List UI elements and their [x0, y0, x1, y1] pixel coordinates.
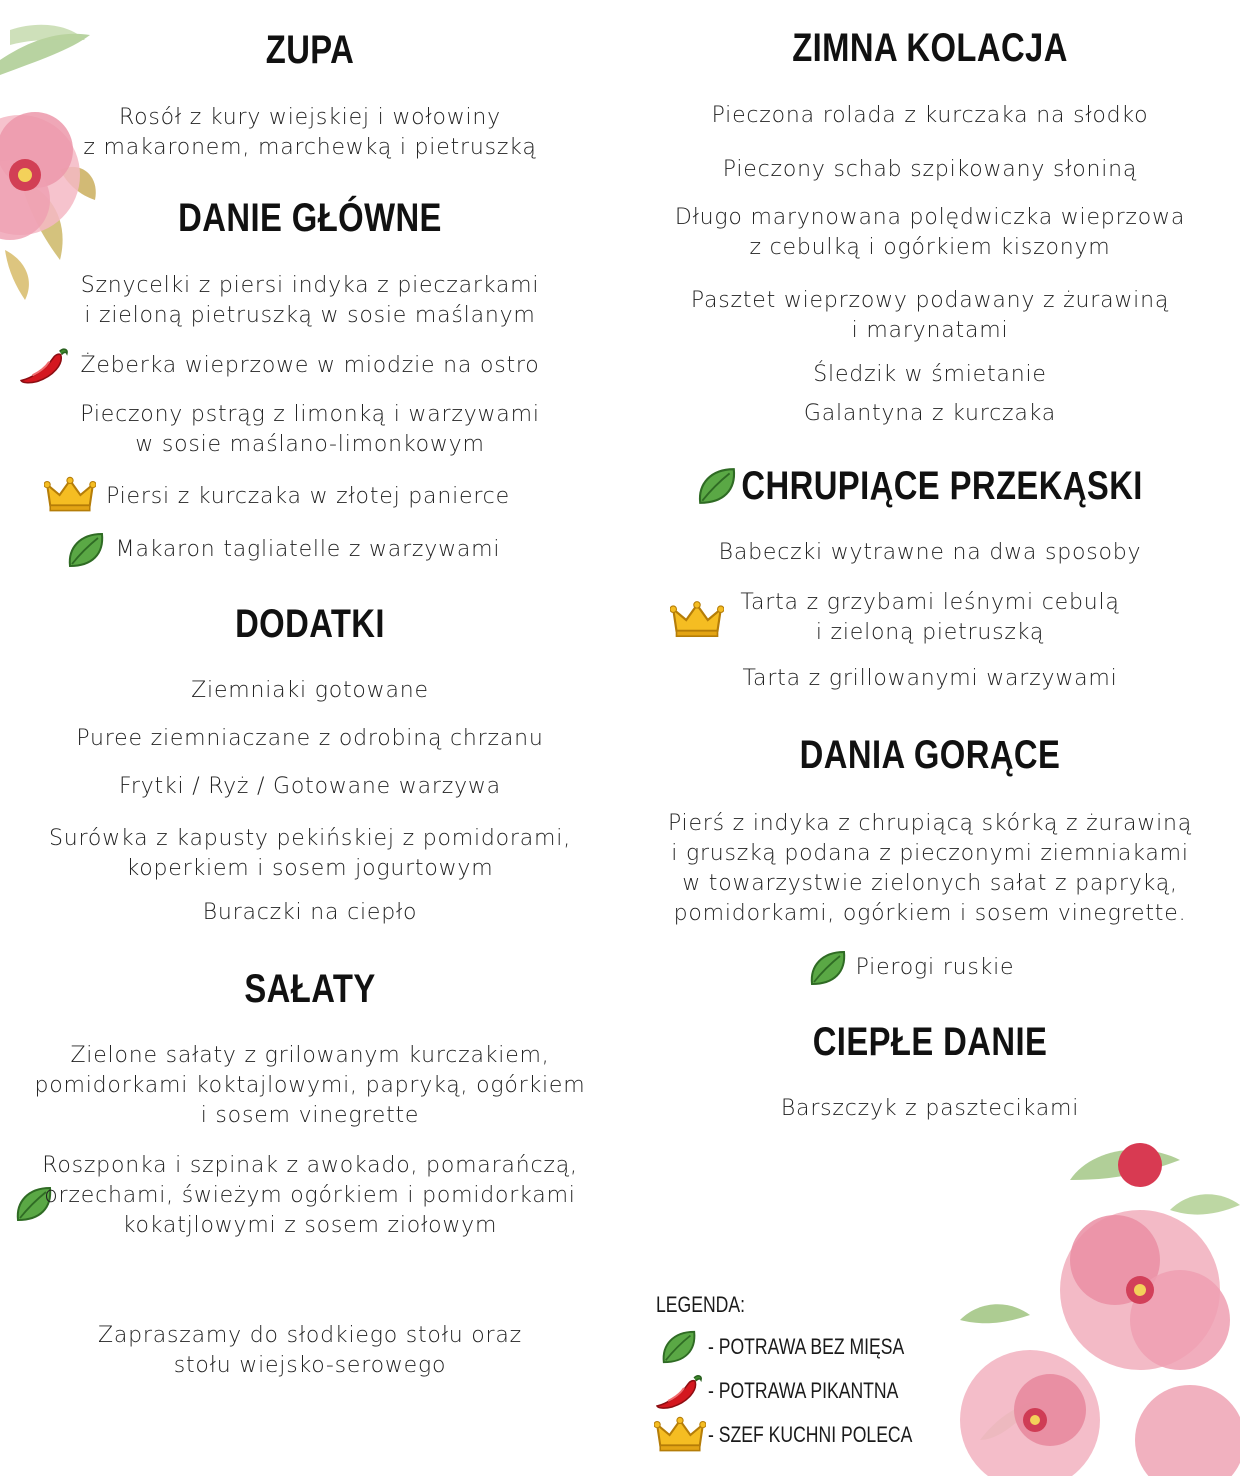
- cieple-danie-heading: CIEPŁE DANIE: [812, 1020, 1048, 1064]
- chili-icon: [654, 1372, 704, 1412]
- danie-glowne-item-5: Makaron tagliatelle z warzywami: [115, 537, 501, 562]
- chili-icon: [18, 345, 70, 387]
- dania-gorace-item-1: Pierś z indyka z chrupiącą skórką z żurawiną i gruszką podana z pieczonymi ziemniakami w towarzystwie zielonych sałat z papryką, pomidorkami, ogórkiem i sosem vinegrette.: [667, 811, 1193, 926]
- dodatki-heading: DODATKI: [235, 602, 385, 646]
- dodatki-item-4: Surówka z kapusty pekińskiej z pomidorami, koperkiem i sosem jogurtowym: [49, 826, 571, 881]
- zimna-kolacja-item-2: Pieczony schab szpikowany słoniną: [722, 157, 1138, 182]
- zimna-kolacja-heading: ZIMNA KOLACJA: [792, 26, 1068, 70]
- danie-glowne-item-3: Pieczony pstrąg z limonką i warzywami w sosie maślano-limonkowym: [80, 402, 540, 457]
- leaf-icon: [660, 1328, 698, 1366]
- legend-title: LEGENDA:: [656, 1292, 746, 1317]
- danie-glowne-item-1: Sznycelki z piersi indyka z pieczarkami i zieloną pietruszką w sosie maślanym: [80, 273, 540, 328]
- crown-icon: [44, 476, 96, 514]
- leaf-icon: [696, 465, 738, 507]
- chrupiace-item-1: Babeczki wytrawne na dwa sposoby: [718, 540, 1142, 565]
- leaf-icon: [808, 948, 848, 988]
- dania-gorace-heading: DANIA GORĄCE: [799, 733, 1061, 777]
- floral-decoration-bottom-right-icon: [940, 1120, 1240, 1476]
- zupa-heading: ZUPA: [265, 28, 355, 72]
- zimna-kolacja-item-4: Pasztet wieprzowy podawany z żurawiną i marynatami: [690, 288, 1170, 343]
- dodatki-item-5: Buraczki na ciepło: [202, 900, 418, 925]
- zimna-kolacja-item-1: Pieczona rolada z kurczaka na słodko: [711, 103, 1149, 128]
- chrupiace-item-2: Tarta z grzybami leśnymi cebulą i zieloną pietruszką: [740, 590, 1120, 645]
- crown-icon: [654, 1416, 706, 1454]
- zupa-item-1: Rosół z kury wiejskiej i wołowiny z makaronem, marchewką i pietruszką: [83, 105, 537, 160]
- legend-entry-meatless: - POTRAWA BEZ MIĘSA: [708, 1334, 905, 1359]
- cieple-danie-item-1: Barszczyk z pasztecikami: [780, 1096, 1080, 1121]
- dania-gorace-item-2: Pierogi ruskie: [855, 955, 1015, 980]
- zimna-kolacja-item-3: Długo marynowana polędwiczka wieprzowa z cebulką i ogórkiem kiszonym: [674, 205, 1186, 260]
- zimna-kolacja-item-5: Śledzik w śmietanie: [813, 362, 1047, 387]
- legend-entry-chef-recommends: - SZEF KUCHNI POLECA: [708, 1422, 913, 1447]
- chrupiace-przekaski-heading: CHRUPIĄCE PRZEKĄSKI: [741, 464, 1143, 508]
- danie-glowne-heading: DANIE GŁÓWNE: [178, 196, 442, 240]
- dodatki-item-1: Ziemniaki gotowane: [191, 678, 429, 703]
- leaf-icon: [66, 530, 106, 570]
- salaty-item-1: Zielone sałaty z grilowanym kurczakiem, pomidorkami koktajlowymi, papryką, ogórkiem i sosem vinegrette: [34, 1043, 586, 1128]
- zimna-kolacja-item-6: Galantyna z kurczaka: [803, 401, 1057, 426]
- legend-entry-spicy: - POTRAWA PIKANTNA: [708, 1378, 899, 1403]
- danie-glowne-item-2: Żeberka wieprzowe w miodzie na ostro: [80, 353, 540, 378]
- salaty-item-2: Roszponka i szpinak z awokado, pomarańczą, orzechami, świeżym ogórkiem i pomidorkami kokatjlowymi z sosem ziołowym: [42, 1153, 578, 1238]
- footer-note: Zapraszamy do słodkiego stołu oraz stołu wiejsko-serowego: [97, 1323, 523, 1378]
- salaty-heading: SAŁATY: [244, 967, 376, 1011]
- dodatki-item-3: Frytki / Ryż / Gotowane warzywa: [119, 774, 501, 799]
- dodatki-item-2: Puree ziemniaczane z odrobiną chrzanu: [76, 726, 544, 751]
- chrupiace-item-3: Tarta z grillowanymi warzywami: [742, 666, 1118, 691]
- danie-glowne-item-4: Piersi z kurczaka w złotej panierce: [106, 484, 510, 509]
